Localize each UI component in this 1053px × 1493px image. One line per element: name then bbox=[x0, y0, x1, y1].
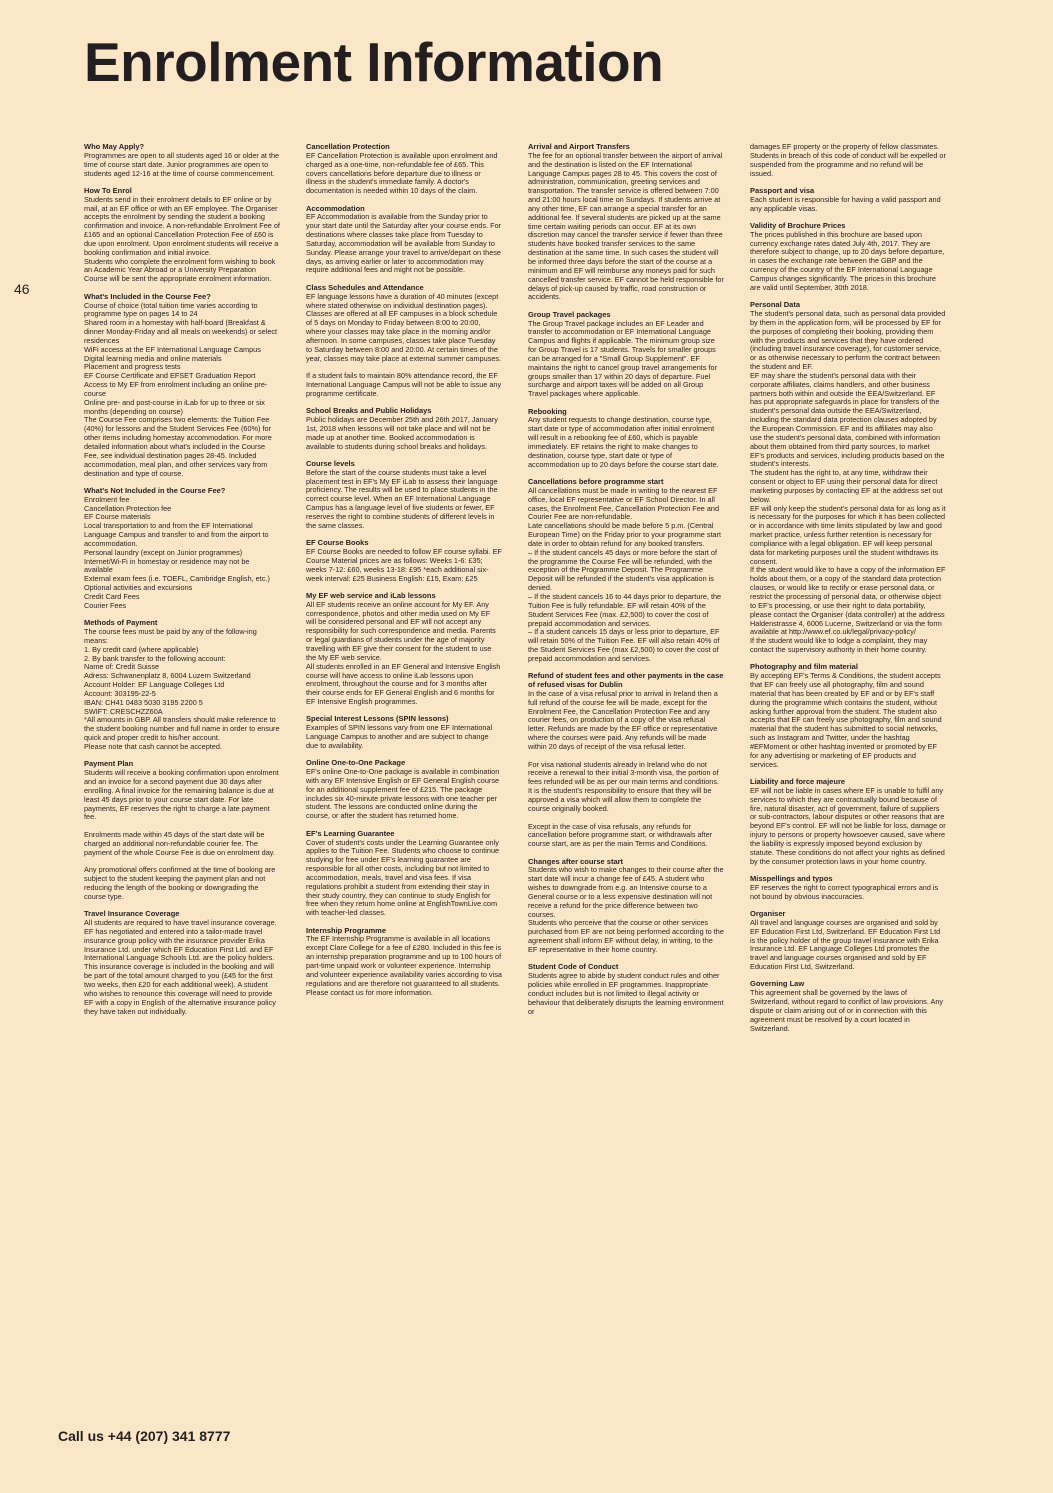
section-heading: Photography and film material bbox=[750, 662, 858, 672]
section-heading: Passport and visa bbox=[750, 185, 815, 195]
section-heading: Online One-to-One Package bbox=[306, 758, 406, 768]
section bbox=[750, 778, 946, 866]
section-text: The fee for an optional transfer between the airport of arrival and the destination is listed on the EF International Language Campus pages 28 to 45. This covers the cost of administration, communication, greeting services and transportation. The transfer service is offered between 7:00 and 21:00 hours local time on Sundays. If students arrive at any other time, EF can arrange a special transfer for an additional fee. If several students are picked up at the same time certain waiting periods can occur. EF at its own discretion may cancel the transfer service if fewer than three students have booked transfer services to the same destination at the same time. In such cases the student will be informed three days before the start of the course at a minimum and EF will reimburse any moneys paid for such cancelled transfer service. EF cannot be held responsible for delays of pick-up caused by traffic, road construction or accidents. bbox=[528, 150, 724, 302]
section-text: The EF Internship Programme is available in all locations except Clare College for a fee of £280. Included in this fee is an internship preparation programme and up to 100 hours of part-time unpaid work or volunteer experience. Internship and volunteer experience availability varies according to visa regulations and are therefore not guaranteed to all students. Please contact us for more information. bbox=[306, 934, 502, 997]
section-heading: Group Travel packages bbox=[528, 309, 611, 319]
section-text: EF's online One-to-One package is available in combination with any EF Intensive English or EF General English course for an additional supplement fee of £215. The package includes six 40-minute private lessons with one teacher per student. The lessons are conducted online during the course, or after the student has returned home. bbox=[306, 767, 500, 821]
section-text: Cover of student's costs under the Learning Guarantee only applies to the Tuition Fee. Students who choose to continue studying for free under EF's learning guarantee are responsible for all other costs, including but not limited to accommodation, meals, travel and visa fees. If visa regulations prohibit a student from extending their stay in their study country, they can continue to study English for free when they return home online at EnglishTownLive.com with teacher-led classes. bbox=[306, 837, 500, 918]
section bbox=[306, 592, 502, 707]
section-text: All cancellations must be made in writing to the nearest EF office, local EF representative or EF School Director. In all cases, the Enrolment Fee, Cancellation Protection Fee and Courier Fee are non-refundable. bbox=[528, 485, 720, 522]
section-text: All travel and language courses are organised and sold by EF Education First Ltd, Switzerland. EF Education First Ltd is the policy holder of the group travel insurance with Erika Insurance Ltd. EF Language Colleges Ltd promotes the travel and language courses organised and sold by EF Education First Ltd, Switzerland. bbox=[750, 917, 941, 972]
section bbox=[84, 143, 280, 178]
section bbox=[306, 715, 502, 750]
section bbox=[528, 408, 724, 470]
section bbox=[84, 619, 280, 752]
section bbox=[750, 980, 946, 1033]
section-text: By accepting EF's Terms & Conditions, the student accepts that EF can freely use all photography, film and sound material that has been created by EF and or by EF's staff during the programme which contains the student, without asking further approval from the student. The student also accepts that EF can freely use photography, film and sound material that the student has submitted to social networks, such as Instagram and Twitter, under the hashtag #EFMoment or other hashtag invented or promoted by EF for any advertising or marketing of EF products and services. bbox=[750, 671, 942, 769]
section-text: Late cancellations should be made before 5 p.m. (Central European Time) on the Friday prior to your programme start date in order to obtain refund for any booked transfers. bbox=[528, 521, 722, 548]
section-text: EF will only keep the student's personal data for as long as it is necessary for the purposes for which it has been collected or in accordance with time limits stipulated by law and good market practice, unless further retention is necessary for compliance with a legal obligation. EF will keep personal data for marketing purposes until the student withdraws its consent. bbox=[750, 503, 946, 566]
section bbox=[528, 478, 724, 664]
section-text: External exam fees (i.e. TOEFL, Cambridge English, etc.) bbox=[84, 574, 270, 584]
section-text: All students are required to have travel insurance coverage. EF has negotiated and entered into a tailor-made travel insurance group policy with the insurance provider Erika Insurance Ltd. under which EF Education First Ltd. and EF International Language Schools Ltd. are the policy holders. This insurance coverage is included in the booking and will be part of the total amount charged to you (£45 for the first two weeks, then £20 for each additional week). A student who wishes to renounce this coverage will need to provide EF with a copy in English of the alternative insurance policy they have taken out individually. bbox=[84, 918, 277, 1016]
section bbox=[306, 830, 502, 918]
section-heading: Class Schedules and Attendance bbox=[306, 282, 424, 292]
section-text: WiFi access at the EF International Language Campus bbox=[84, 344, 261, 354]
section-text: Students who perceive that the course or other services purchased from EF are not being performed according to the agreement shall inform EF without delay, in writing, to the EF representative in their home country. bbox=[528, 918, 724, 954]
section bbox=[528, 143, 724, 302]
section-heading: Student Code of Conduct bbox=[528, 962, 619, 972]
section-heading: Changes after course start bbox=[528, 856, 624, 866]
section bbox=[306, 539, 502, 583]
section-text: Except in the case of visa refusals, any refunds for cancellation before programme start, or withdrawals after course start, are as per the main Terms and Conditions. bbox=[528, 821, 713, 849]
section-text: IBAN: CH41 0483 5030 3195 2200 5 bbox=[84, 697, 203, 707]
section-heading: Validity of Brochure Prices bbox=[750, 220, 846, 230]
section-text: Enrolment fee bbox=[84, 494, 130, 504]
section-text: Optional activities and excursions bbox=[84, 583, 193, 593]
section-text: All students enrolled in an EF General and Intensive English course will have access to online iLab lessons upon enrolment, throughout the course and for 3 months after their course ends for EF General English and 6 months for EF Intensive English programmes. bbox=[306, 661, 501, 707]
section-text: Any student requests to change destination, course type, start date or type of accommodation after initial enrolment will result in a rebooking fee of £60, which is payable immediately. EF retains the right to make changes to destination, course type, start date or type of accommodation up to 20 days before the course start date. bbox=[528, 415, 719, 469]
section-heading: Travel Insurance Coverage bbox=[84, 909, 180, 919]
section bbox=[84, 760, 280, 901]
section-text: 1. By credit card (where applicable) bbox=[84, 644, 199, 654]
section-text: Examples of SPIN lessons vary from one EF International Language Campus to another and are subject to change due to availability. bbox=[306, 723, 493, 750]
section-heading: What's Included in the Course Fee? bbox=[84, 291, 211, 301]
section-text: 2. By bank transfer to the following account: bbox=[84, 653, 226, 663]
section-text: If the student would like to lodge a complaint, they may contact the supervisory authority in their home country. bbox=[750, 636, 928, 655]
section-text: The student's personal data, such as personal data provided by them in the application form, will be processed by EF for the purposes of completing their booking, providing them with the products and services that they have ordered (including travel insurance coverage), for customer service, or as otherwise necessary to perform the contract between the student and EF. bbox=[750, 309, 946, 372]
section-text: EF Course Certificate and EFSET Graduation Report bbox=[84, 371, 256, 381]
section-text: – If the student cancels 45 days or more before the start of the programme the Course Fee will be refunded, with the exception of the Programme Deposit. The Programme Deposit will be refunded if the student's visa application is denied. bbox=[528, 547, 718, 593]
section bbox=[306, 759, 502, 821]
section bbox=[84, 187, 280, 284]
section-heading: Who May Apply? bbox=[84, 142, 145, 151]
section-heading: What's Not Included in the Course Fee? bbox=[84, 485, 226, 495]
section-text: Courier Fees bbox=[84, 600, 127, 610]
section-text: Online pre- and post-course in iLab for up to three or six months (depending on course) bbox=[84, 397, 265, 416]
section-text: Internet/Wi-Fi in homestay or residence may not be available bbox=[84, 556, 250, 575]
section-heading: Personal Data bbox=[750, 300, 801, 310]
section-text: Please note that cash cannot be accepted. bbox=[84, 742, 222, 751]
section-text: In the case of a visa refusal prior to arrival in Ireland then a full refund of the course fee will be made, except for the Enrolment Fee, the Cancellation Protection Fee and any courier fees, on production of a copy of the visa refusal letter. Refunds are made by the EF office or representative where the courses were paid. Any refunds will be made within 20 days of receipt of the visa refusal letter. bbox=[528, 688, 718, 751]
section-text: Access to My EF from enrolment including an online pre-course bbox=[84, 380, 268, 398]
section-text: SWIFT: CRESCHZZ60A bbox=[84, 706, 163, 716]
section-text: EF reserves the right to correct typographical errors and is not bound by obvious inaccuracies. bbox=[750, 882, 939, 901]
section-text: The prices published in this brochure are based upon currency exchange rates dated July 4th, 2017. They are therefore subject to change, up to 20 days before departure, in cases the exchange rate between the GBP and the currency of the country of the EF International Language Campus changes significantly. The prices in this brochure are valid until September, 30th 2018. bbox=[750, 229, 945, 292]
section bbox=[306, 143, 502, 196]
section-text: If the student would like to have a copy of the information EF holds about them, or a copy of the standard data protection clauses, or would like to rectify or erase personal data, or restrict the processing of personal data, or otherwise object to EF's processing, or use their right to data portability, please contact the Organiser (data controller) at the address Haldenstrasse 4, 6006 Lucerne, Switzerland or via the form available at http://www.ef.co.uk/legal/privacy-policy/ bbox=[750, 565, 946, 637]
section-text: Credit Card Fees bbox=[84, 592, 140, 601]
section-text: EF will not be liable in cases where EF is unable to fulfil any services to which they are contractually bound because of fire, natural disaster, act of government, failure of suppliers or sub-contractors, labour disputes or other reasons that are beyond EF's control. EF will not be liable for loss, damage or injury to persons or property howsoever caused, save where the liability is expressly imposed beyond exclusion by statute. These conditions do not affect your rights as defined by the consumer protection laws in your home country. bbox=[750, 785, 946, 866]
section-text: Account Holder: EF Language Colleges Ltd bbox=[84, 680, 225, 690]
column-2 bbox=[306, 143, 502, 1006]
section-text: For visa national students already in Ireland who do not receive a renewal to their initial 3-month visa, the portion of fees refunded will be as per our main terms and conditions. It is the student's responsibility to ensure that they will be approved a visa which will allow them to complete the course originally booked. bbox=[528, 759, 720, 813]
section bbox=[306, 284, 502, 399]
section-text: Name of: Credit Suisse bbox=[84, 662, 160, 672]
section-heading: Organiser bbox=[750, 909, 786, 918]
section bbox=[84, 910, 280, 1016]
section-text: The course fees must be paid by any of the follow-ing means: bbox=[84, 627, 257, 645]
section bbox=[306, 205, 502, 276]
section bbox=[528, 311, 724, 399]
section-heading: Accommodation bbox=[306, 203, 365, 213]
page-title: Enrolment Information bbox=[84, 31, 664, 93]
section-text: Cancellation Protection fee bbox=[84, 503, 172, 513]
section bbox=[528, 858, 724, 955]
section bbox=[750, 301, 946, 655]
section-text: All EF students receive an online account for My EF. Any correspondence, photos and other media used on My EF will be considered personal and EF will not accept any responsibility for such correspondence and media. Parents or legal guardians of students under the age of majority travelling with EF give their consent for the student to use the My EF web service. bbox=[306, 599, 496, 662]
section bbox=[750, 222, 946, 293]
section bbox=[750, 663, 946, 769]
column-3 bbox=[528, 143, 724, 1025]
section bbox=[750, 875, 946, 902]
section-heading: EF Course Books bbox=[306, 538, 369, 548]
section-heading: Misspellings and typos bbox=[750, 873, 833, 883]
section-heading: My EF web service and iLab lessons bbox=[306, 590, 436, 600]
section-text: The Group Travel package includes an EF Leader and transfer to accommodation or EF International Language Campus and flights if applicable. The minimum group size for Group Travel is 17 students. Travels for smaller groups can be arranged for a "Small Group Supplement". EF maintains the right to cancel group travel arrangements for groups smaller than 17 within 20 days of departure. Fuel surcharge and airport taxes will be added on all Group Travel packages where applicable. bbox=[528, 318, 718, 399]
section-text: EF may share the student's personal data with their corporate affiliates, claims handlers, and other business partners both within and outside the EEA/Switzerland. EF has put appropriate safeguards in place for transfers of the student's personal data outside the EEA/Switzerland, including the standard data protection clauses adopted by the European Commission. EF and its affiliates may also use the student's personal data, combined with information about them obtained from third party sources, to market EF's products and services, including products based on the student's interests. bbox=[750, 370, 945, 469]
section-text: Students who complete the enrolment form wishing to book an Academic Year Abroad or a University Preparation Course will be sent the appropriate enrolment information. bbox=[84, 256, 276, 284]
section bbox=[528, 963, 724, 1016]
section-text: EF Accommodation is available from the Sunday prior to your start date until the Saturday after your course ends. For destinations where classes take place from Tuesday to Saturday, accommodation will be available from Sunday to Sunday. Please arrange your travel to arrive/depart on these days, as arriving earlier or later to accommodation may require additional fees and might not be possible. bbox=[306, 212, 502, 275]
section-heading: Payment Plan bbox=[84, 759, 134, 769]
section-heading: Rebooking bbox=[528, 406, 567, 416]
section-heading: Cancellation Protection bbox=[306, 142, 390, 151]
section-text: The student has the right to, at any time, withdraw their consent or object to EF using their personal data for direct marketing purposes by contacting EF at the address set out below. bbox=[750, 468, 943, 504]
section-text: Students agree to abide by student conduct rules and other policies while enrolled in EF programmes. Inappropriate conduct includes but is not limited to illegal activity or behaviour that deliberately disrupts the learning environment or bbox=[528, 971, 724, 1016]
page-number: 46 bbox=[14, 281, 30, 297]
section-text: This agreement shall be governed by the laws of Switzerland, without regard to conflict of law provisions. Any dispute or claim arising out of or in connection with this agreement must be resolved by a court located in Switzerland. bbox=[750, 988, 944, 1033]
section bbox=[84, 487, 280, 611]
section-text: Students who wish to make changes to their course after the start date will incur a change fee of £45. A student who wishes to downgrade from e.g. an Intensive course to a General course or to a less expensive destination will not receive a refund for the price difference between two courses. bbox=[528, 865, 724, 919]
section-text: Course of choice (total tuition time varies according to programme type on pages 14 to 24 bbox=[84, 300, 258, 319]
section bbox=[528, 672, 724, 849]
section bbox=[306, 460, 502, 531]
section-heading: Methods of Payment bbox=[84, 618, 158, 628]
section-text: Students will receive a booking confirmation upon enrolment and an invoice for a second payment due 30 days after enrolling. A final invoice for the remaining balance is due at least 45 days prior to your course start date. For late payments, EF reserves the right to charge a late payment fee. bbox=[84, 768, 279, 822]
section-text: Public holidays are December 25th and 26th 2017, January 1st, 2018 when lessons will not take place and will not be made up at another time. Booked accommodation is available to students during school breaks and holidays. bbox=[306, 415, 498, 451]
section-heading: How To Enrol bbox=[84, 185, 132, 195]
section-text: EF Cancellation Protection is available upon enrolment and charged as a one-time, non-refundable fee of £65. This covers cancellations before departure due to illness or illness in the student's immediate family. A doctor's documentation is needed within 10 days of the claim. bbox=[306, 150, 498, 196]
section-text: EF Course Books are needed to follow EF course syllabi. EF Course Material prices are as follows: Weeks 1-6: £35; weeks 7-12: £60, weeks 13-18: £95 *each additional six-week interval: £25 Business English: £15, Exam: £25 bbox=[306, 547, 502, 583]
section-heading: Internship Programme bbox=[306, 925, 387, 935]
section-heading: Governing Law bbox=[750, 979, 805, 989]
section-text: Shared room in a homestay with half-board (Breakfast & dinner Monday-Friday and all meals on weekends) or select residences bbox=[84, 318, 278, 345]
section bbox=[306, 407, 502, 451]
section-text: – If the student cancels 16 to 44 days prior to departure, the Tuition Fee is fully refundable. EF will retain 40% of the Student Services Fee (max. £2,500) to cover the cost of prepaid accommodation and services. bbox=[528, 592, 722, 628]
section bbox=[750, 910, 946, 972]
section-text: *All amounts in GBP. All transfers should make reference to the student booking number and full name in order to ensure quick and proper credit to his/her account. bbox=[84, 715, 280, 743]
section-text: Personal laundry (except on Junior programmes) bbox=[84, 547, 243, 557]
section-text: Any promotional offers confirmed at the time of booking are subject to the student keeping the payment plan and not reducing the length of the booking or downgrading the course type. bbox=[84, 865, 276, 901]
section bbox=[306, 927, 502, 998]
section-heading: School Breaks and Public Holidays bbox=[306, 406, 432, 416]
section-heading: EF's Learning Guarantee bbox=[306, 828, 395, 838]
column-4 bbox=[750, 143, 946, 1042]
section-text: If a student fails to maintain 80% attendance record, the EF International Language Campus will not be able to issue any programme certificate. bbox=[306, 371, 502, 398]
section bbox=[750, 143, 946, 178]
section-heading: Refund of student fees and other payments in the case of refused visas for Dublin bbox=[528, 671, 724, 690]
section-heading: Cancellations before programme start bbox=[528, 477, 664, 487]
section-text: Students send in their enrolment details to EF online or by mail, at an EF office or with an EF employee. The Organiser accepts the enrolment by sending the student a booking confirmation and invoice. A non-refundable Enrolment Fee of £165 and an optional Cancellation Protection Fee of £60 is due upon enrolment. Upon enrolment students will receive a booking confirmation and initial invoice. bbox=[84, 194, 280, 257]
section-text: Digital learning media and online materials bbox=[84, 353, 222, 363]
section-text: EF language lessons have a duration of 40 minutes (except where stated otherwise on individual destination pages). Classes are offered at all EF campuses in a block schedule of 5 days on Monday to Friday between 8:00 to 20:00, where your classes may take place in the morning and/or afternoon. In some campuses, classes take place Tuesday to Saturday between 8:00 and 20:00. At certain times of the year, classes may take place at external summer campuses. bbox=[306, 291, 502, 363]
section-text: Enrolments made within 45 days of the start date will be charged an additional non-refundable courier fee. The payment of the whole Course Fee is due on enrolment day. bbox=[84, 830, 275, 857]
column-1 bbox=[84, 143, 280, 1025]
section-heading: Liability and force majeure bbox=[750, 777, 846, 787]
section bbox=[750, 187, 946, 214]
section-text: Before the start of the course students must take a level placement test in EF's My EF iLab to assess their language proficiency. The results will be used to place students in the correct course level. When an EF International Language Campus has a language level of five students or fewer, EF reserves the right to combine students of different levels in the same classes. bbox=[306, 467, 498, 530]
section-heading: Course levels bbox=[306, 458, 355, 468]
section-text: The Course Fee comprises two elements: the Tuition Fee (40%) for lessons and the Student Services Fee (60%) for other items including homestay accommodation. For more detailed information about what's included in the Course Fee, see individual destination pages 28-45. Included accommodation, meal plan, and other services vary from destination and type of course. bbox=[84, 415, 272, 478]
section-text: Local transportation to and from the EF International Language Campus and transfer to and from the airport to accommodation. bbox=[84, 521, 269, 548]
section-text: EF Course materials bbox=[84, 512, 151, 522]
footer-phone: Call us +44 (207) 341 8777 bbox=[58, 1428, 231, 1444]
section-text: damages EF property or the property of fellow classmates. Students in breach of this code of conduct will be expelled or suspended from the programme and no refund will be issued. bbox=[750, 142, 946, 178]
section-text: Each student is responsible for having a valid passport and any applicable visas. bbox=[750, 194, 941, 213]
section-text: Placement and progress tests bbox=[84, 362, 181, 372]
section bbox=[84, 293, 280, 479]
section-text: Adress: Schwanenplatz 8, 6004 Luzern Switzerland bbox=[84, 671, 251, 681]
section-text: Account: 303195-22-5 bbox=[84, 688, 156, 698]
section-heading: Special Interest Lessons (SPIN lessons) bbox=[306, 714, 449, 724]
section-text: – If a student cancels 15 days or less prior to departure, EF will retain 50% of the Tuition Fee. EF will also retain 40% of the Student Services Fee (max £2,500) to cover the cost of prepaid accommodation and services. bbox=[528, 627, 720, 663]
section-heading: Arrival and Airport Transfers bbox=[528, 142, 630, 151]
section-text: Programmes are open to all students aged 16 or older at the time of course start date. Junior programmes are open to students aged 12-16 at the time of course commencement. bbox=[84, 150, 280, 178]
